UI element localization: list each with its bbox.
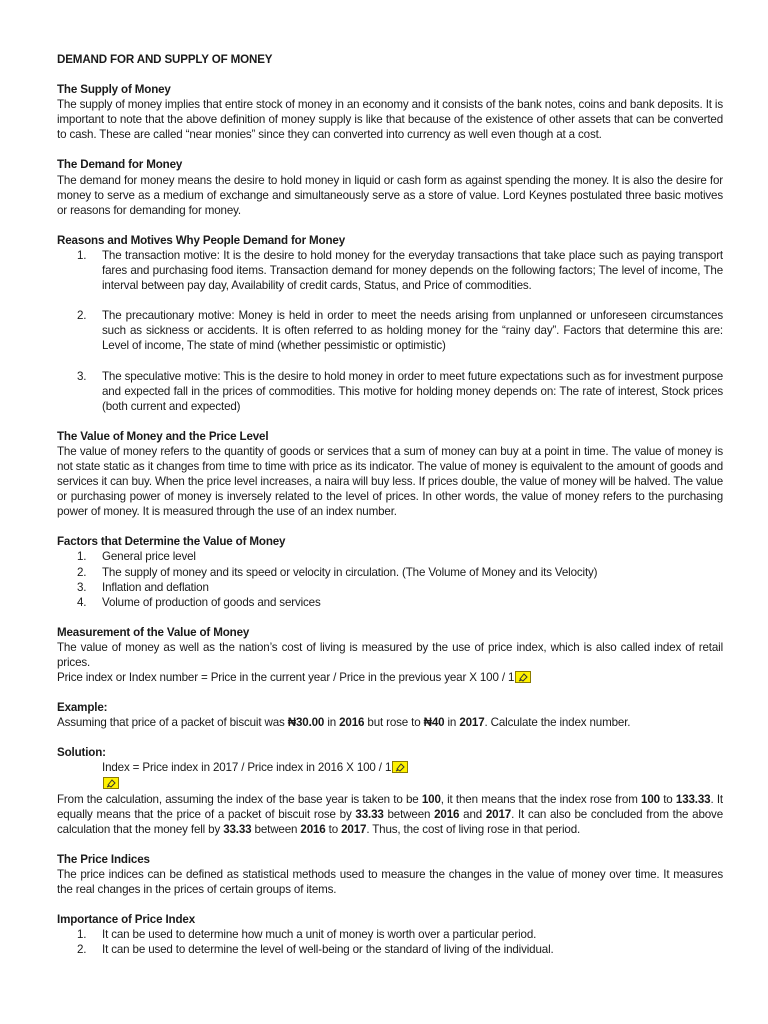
solution-bold: 100 xyxy=(641,792,660,806)
supply-section xyxy=(57,82,723,142)
measurement-heading: Measurement of the Value of Money xyxy=(57,625,250,639)
list-item xyxy=(57,580,723,595)
measurement-section xyxy=(57,625,723,685)
supply-heading: The Supply of Money xyxy=(57,83,171,97)
value-price-body: The value of money refers to the quantity of goods or services that a sum of money can buy at a point in time. The value of money is not state static as it changes from time to time with price as its indicator. The value of money is equivalent to the amount of goods and services it can buy. When the price level increases, a naira will buy less. If prices double, the value of money will be halved. The value or purchasing power of money is inversely related to the level of prices. In other words, the value of money refers to the purchasing power of money. It is measured through the use of an index number. xyxy=(57,444,723,519)
solution-bold: 2017 xyxy=(485,807,512,821)
measurement-body: The value of money as well as the nation’s cost of living is measured by the use of price index, which is also called index of retail prices. xyxy=(57,640,723,669)
list-item xyxy=(57,942,723,957)
equation-object-icon[interactable] xyxy=(392,761,408,773)
list-text: The speculative motive: This is the desire to hold money in order to meet future expectations such as for investment purpose and expected fall in the prices of commodities. This motive for holding money depends on: The rate of interest, Stock prices (both current and expected) xyxy=(102,369,723,413)
example-price-2017: ₦40 xyxy=(423,716,445,730)
solution-text: between xyxy=(383,807,435,821)
list-number: 3. xyxy=(77,369,87,383)
list-number: 4. xyxy=(77,595,87,609)
solution-text: From the calculation, assuming the index of the base year is taken to be xyxy=(57,792,422,806)
list-item xyxy=(57,565,723,580)
list-number: 2. xyxy=(77,943,87,957)
solution-text: to xyxy=(659,792,676,806)
list-number: 1. xyxy=(77,928,87,942)
solution-bold: 2016 xyxy=(434,807,460,821)
example-text: but rose to xyxy=(364,716,424,730)
list-number: 3. xyxy=(77,580,87,594)
solution-bold: 100 xyxy=(421,792,441,806)
list-text: General price level xyxy=(102,550,196,564)
document-page xyxy=(57,52,723,972)
list-text: Inflation and deflation xyxy=(102,580,209,594)
formula-text: Price index or Index number = Price in the current year / Price in the previous year X 100 / 1 xyxy=(57,671,515,685)
example-heading: Example: xyxy=(57,701,108,715)
solution-bold: 33.33 xyxy=(223,822,252,836)
example-year-2016: 2016 xyxy=(339,716,365,730)
example-body xyxy=(57,715,723,730)
solution-bold: 33.33 xyxy=(355,807,384,821)
solution-body xyxy=(57,792,723,837)
solution-heading: Solution: xyxy=(57,746,106,760)
indices-heading: The Price Indices xyxy=(57,852,150,866)
list-item xyxy=(57,369,723,414)
example-text: Assuming that price of a packet of biscuit was xyxy=(57,716,288,730)
measurement-formula xyxy=(57,670,723,685)
reasons-heading: Reasons and Motives Why People Demand for Money xyxy=(57,233,346,247)
solution-text: and xyxy=(459,807,486,821)
reasons-list xyxy=(57,248,723,414)
solution-text: , it then means that the index rose from xyxy=(440,792,642,806)
solution-bold: 133.33 xyxy=(675,792,711,806)
list-item xyxy=(57,549,723,564)
example-price-2016: ₦30.00 xyxy=(287,716,325,730)
list-number: 2. xyxy=(77,309,87,323)
list-item xyxy=(57,927,723,942)
importance-section xyxy=(57,912,723,957)
list-text: It can be used to determine how much a unit of money is worth over a particular period. xyxy=(102,928,537,942)
list-number: 1. xyxy=(77,550,87,564)
document-title: DEMAND FOR AND SUPPLY OF MONEY xyxy=(57,53,273,66)
list-number: 2. xyxy=(77,565,87,579)
solution-text: . It equally means that the price of a packet of biscuit rose by xyxy=(57,792,723,821)
demand-heading: The Demand for Money xyxy=(57,158,183,172)
solution-text: . Thus, the cost of living rose in that period. xyxy=(366,822,581,836)
formula-text: Index = Price index in 2017 / Price index in 2016 X 100 / 1 xyxy=(102,761,392,775)
solution-text: . It can also be concluded from the above calculation that the money fell by xyxy=(57,807,723,836)
list-number: 1. xyxy=(77,248,87,262)
example-text: in xyxy=(324,716,340,730)
demand-body: The demand for money means the desire to hold money in liquid or cash form as against spending the money. It is also the desire for money to serve as a medium of exchange and simultaneously serve as a store of value. Lord Keynes postulated three basic motives or reasons for demanding for money. xyxy=(57,173,723,217)
solution-formula xyxy=(57,760,723,775)
factors-heading: Factors that Determine the Value of Money xyxy=(57,535,286,549)
indices-section xyxy=(57,852,723,897)
demand-section xyxy=(57,157,723,217)
factors-list xyxy=(57,549,723,609)
example-text: in xyxy=(444,716,460,730)
example-year-2017: 2017 xyxy=(459,716,485,730)
solution-bold: 2017 xyxy=(341,822,367,836)
importance-list xyxy=(57,927,723,957)
list-text: Volume of production of goods and services xyxy=(102,595,321,609)
list-text: The precautionary motive: Money is held in order to meet the needs arising from unplanned or unforeseen circumstances such as sickness or accidents. It is often referred to as holding money for the “rainy day”. Factors that determine this are: Level of income, The state of mind (whether pessimistic or optimistic) xyxy=(102,309,723,353)
equation-object-icon[interactable] xyxy=(515,671,531,683)
solution-section xyxy=(57,745,723,836)
list-text: It can be used to determine the level of well-being or the standard of living of the individual. xyxy=(102,943,554,957)
solution-object-row xyxy=(57,776,723,792)
solution-bold: 2016 xyxy=(300,822,326,836)
list-item xyxy=(57,308,723,353)
reasons-section xyxy=(57,233,723,414)
value-price-section xyxy=(57,429,723,520)
importance-heading: Importance of Price Index xyxy=(57,913,195,927)
list-text: The supply of money and its speed or velocity in circulation. (The Volume of Money and its Velocity) xyxy=(102,565,598,579)
solution-text: to xyxy=(325,822,342,836)
indices-body: The price indices can be defined as statistical methods used to measure the changes in the value of money over time. It measures the real changes in the prices of certain groups of items. xyxy=(57,867,723,897)
list-item xyxy=(57,248,723,293)
solution-text: between xyxy=(251,822,301,836)
list-text: The transaction motive: It is the desire to hold money for the everyday transactions that take place such as paying transport fares and purchasing food items. Transaction demand for money depends on the following factors; The level of income, The interval between pay day, Availability of credit cards, Status, and Price of commodities. xyxy=(102,248,723,293)
list-item xyxy=(57,595,723,610)
equation-object-icon[interactable] xyxy=(103,777,119,789)
supply-body: The supply of money implies that entire stock of money in an economy and it consists of the bank notes, coins and bank deposits. It is important to note that the above definition of money supply is like that because of the existence of other assets that can be converted to cash. These are called “near monies” since they can converted into currency as well even though at a cost. xyxy=(57,98,723,142)
value-price-heading: The Value of Money and the Price Level xyxy=(57,429,269,443)
factors-section xyxy=(57,534,723,609)
example-text: . Calculate the index number. xyxy=(484,716,631,730)
example-section xyxy=(57,700,723,730)
